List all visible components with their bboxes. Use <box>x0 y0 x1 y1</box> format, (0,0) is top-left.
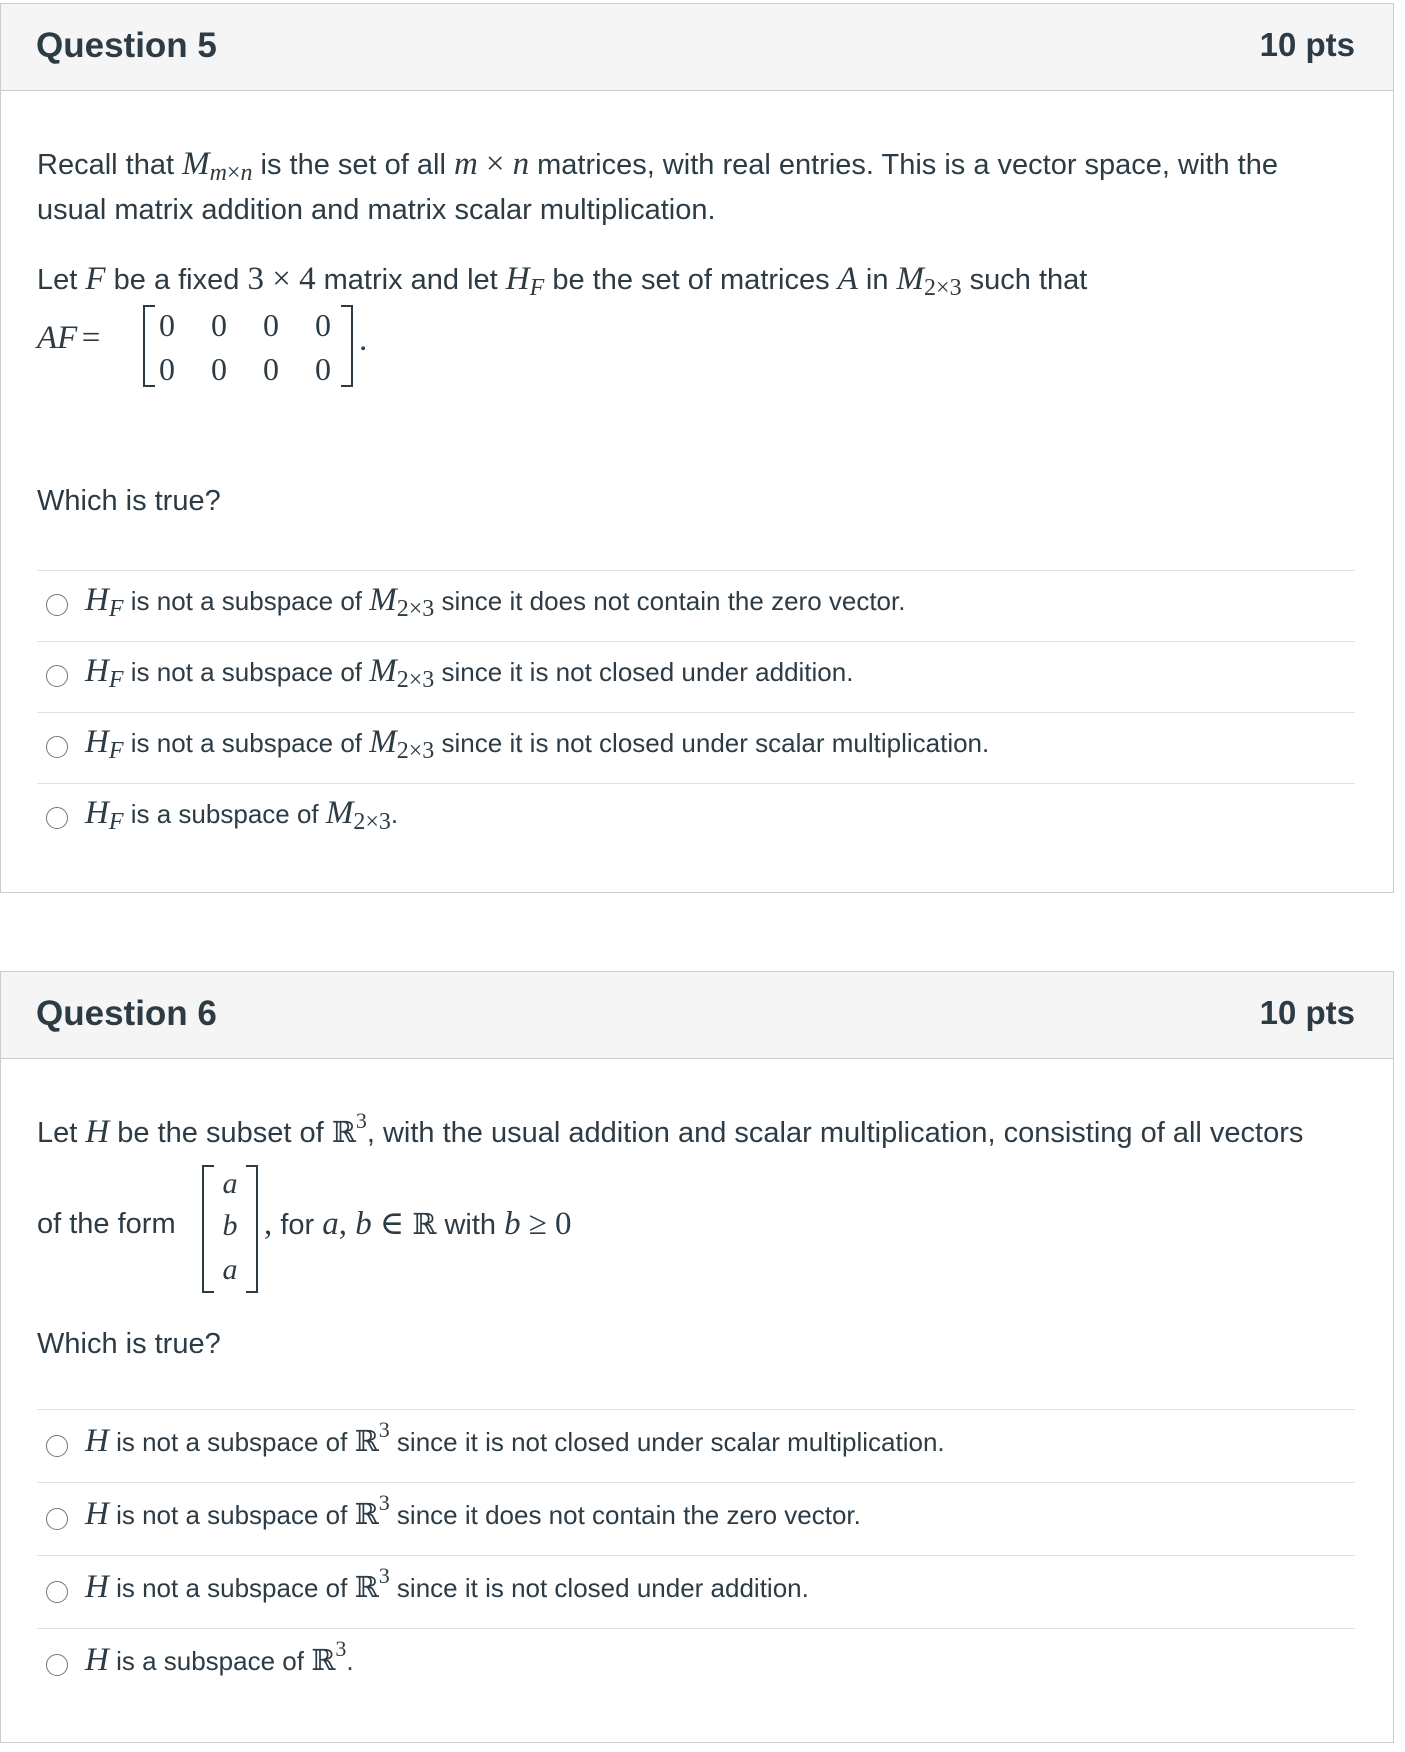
answer-label: H is not a subspace of ℝ$^3$ since it does not contain the zero vector. <box>85 1490 861 1532</box>
radio-button[interactable] <box>46 1435 68 1457</box>
zero-matrix <box>143 305 353 387</box>
answer-option[interactable] <box>37 1555 1355 1628</box>
matrix-cell: 0 <box>263 307 279 343</box>
question-6-let-text: Let H be the subset of ℝ$^3$, with the usual addition and scalar multiplication, consisting of all vectors <box>37 1108 1304 1150</box>
matrix-cell: 0 <box>315 307 331 343</box>
matrix-cell: 0 <box>159 307 175 343</box>
answer-option[interactable] <box>37 783 1355 854</box>
vector-entry: b <box>222 1209 238 1242</box>
radio-button[interactable] <box>46 594 68 616</box>
matrix-cell: 0 <box>315 351 331 387</box>
answer-option[interactable] <box>37 641 1355 712</box>
answer-label: $H_F$ is not a subspace of $M_{2\times 3}$ since it does not contain the zero vector. <box>85 582 906 622</box>
answer-option[interactable] <box>37 570 1355 641</box>
radio-button[interactable] <box>46 736 68 758</box>
radio-button[interactable] <box>46 1581 68 1603</box>
question-5-let-text: Let F be a fixed 3 × 4 matrix and let $H_F$ be the set of matrices A in $M_{2\times 3}$ such that <box>37 261 1088 301</box>
matrix-cell: 0 <box>211 351 227 387</box>
question-5-header <box>1 4 1393 91</box>
matrix-cell: 0 <box>211 307 227 343</box>
question-6-card: Question 6 10 pts Let H be the subset of ℝ$^3$, with the usual addition and scalar multiplication, consisting of all vectors of the form a b a , for a, b ∈ ℝ with b ≥ 0 Which is true? H is not a subspace of ℝ$^3$ since it is not closed under scalar multiplication. H is not a subspace of ℝ$^3$ since it does not contain the zero vector. H is not a subspace of ℝ$^3$ since it is not closed under addition. H is a subspace of ℝ$^3$. <box>0 971 1394 1743</box>
answer-option[interactable] <box>37 1482 1355 1555</box>
answer-label: $H_F$ is a subspace of $M_{2\times 3}$. <box>85 795 399 835</box>
question-6-answers <box>37 1409 1355 1701</box>
answer-option[interactable] <box>37 1409 1355 1482</box>
question-6-points: 10 pts <box>1259 994 1355 1031</box>
answer-label: $H_F$ is not a subspace of $M_{2\times 3}$ since it is not closed under addition. <box>85 653 854 693</box>
answer-label: $H_F$ is not a subspace of $M_{2\times 3}$ since it is not closed under scalar multiplication. <box>85 724 990 764</box>
radio-button[interactable] <box>46 807 68 829</box>
question-5-card: Question 5 10 pts Recall that $M_{m\times n}$ is the set of all m × n matrices, with real entries. This is a vector space, with the usual matrix addition and matrix scalar multiplication. Let F be a fixed 3 × 4 matrix and let $H_F$ be the set of matrices A in $M_{2\times 3}$ such that AF = 0 0 0 0 0 0 0 0 . Which is true? $H_F$ is not a subspace of $M_{2\times 3}$ since it does not contain the zero vector. $H_F$ is not a subspace of $M_{2\times 3}$ since it is not closed under addition. $H_F$ is not a subspace of $M_{2\times 3}$ since it is not closed under scalar multiplication. $H_F$ is a subspace of $M_{2\times 3}$. <box>0 3 1394 893</box>
question-5-title: Question 5 <box>36 26 217 65</box>
answer-label: H is not a subspace of ℝ$^3$ since it is not closed under addition. <box>85 1563 809 1605</box>
question-5-prompt: Which is true? <box>37 485 221 517</box>
matrix-cell: 0 <box>263 351 279 387</box>
radio-button[interactable] <box>46 665 68 687</box>
radio-button[interactable] <box>46 1654 68 1676</box>
question-5-answers <box>37 570 1355 854</box>
answer-option[interactable] <box>37 712 1355 783</box>
answer-option[interactable] <box>37 1628 1355 1701</box>
question-6-prompt: Which is true? <box>37 1328 221 1360</box>
matrix-cell: 0 <box>159 351 175 387</box>
answer-label: H is a subspace of ℝ$^3$. <box>85 1636 354 1678</box>
radio-button[interactable] <box>46 1508 68 1530</box>
vector-entry: a <box>222 1167 238 1200</box>
question-6-header <box>1 972 1393 1059</box>
column-vector <box>202 1165 258 1293</box>
question-5-points: 10 pts <box>1259 26 1355 63</box>
question-5-recall-text: Recall that $M_{m\times n}$ is the set of all m × n matrices, with real entries. This is a vector space, with the usual matrix addition and matrix scalar multiplication. <box>37 146 1278 226</box>
answer-label: H is not a subspace of ℝ$^3$ since it is not closed under scalar multiplication. <box>85 1417 945 1459</box>
question-6-title: Question 6 <box>36 994 217 1033</box>
vector-entry: a <box>222 1253 238 1286</box>
